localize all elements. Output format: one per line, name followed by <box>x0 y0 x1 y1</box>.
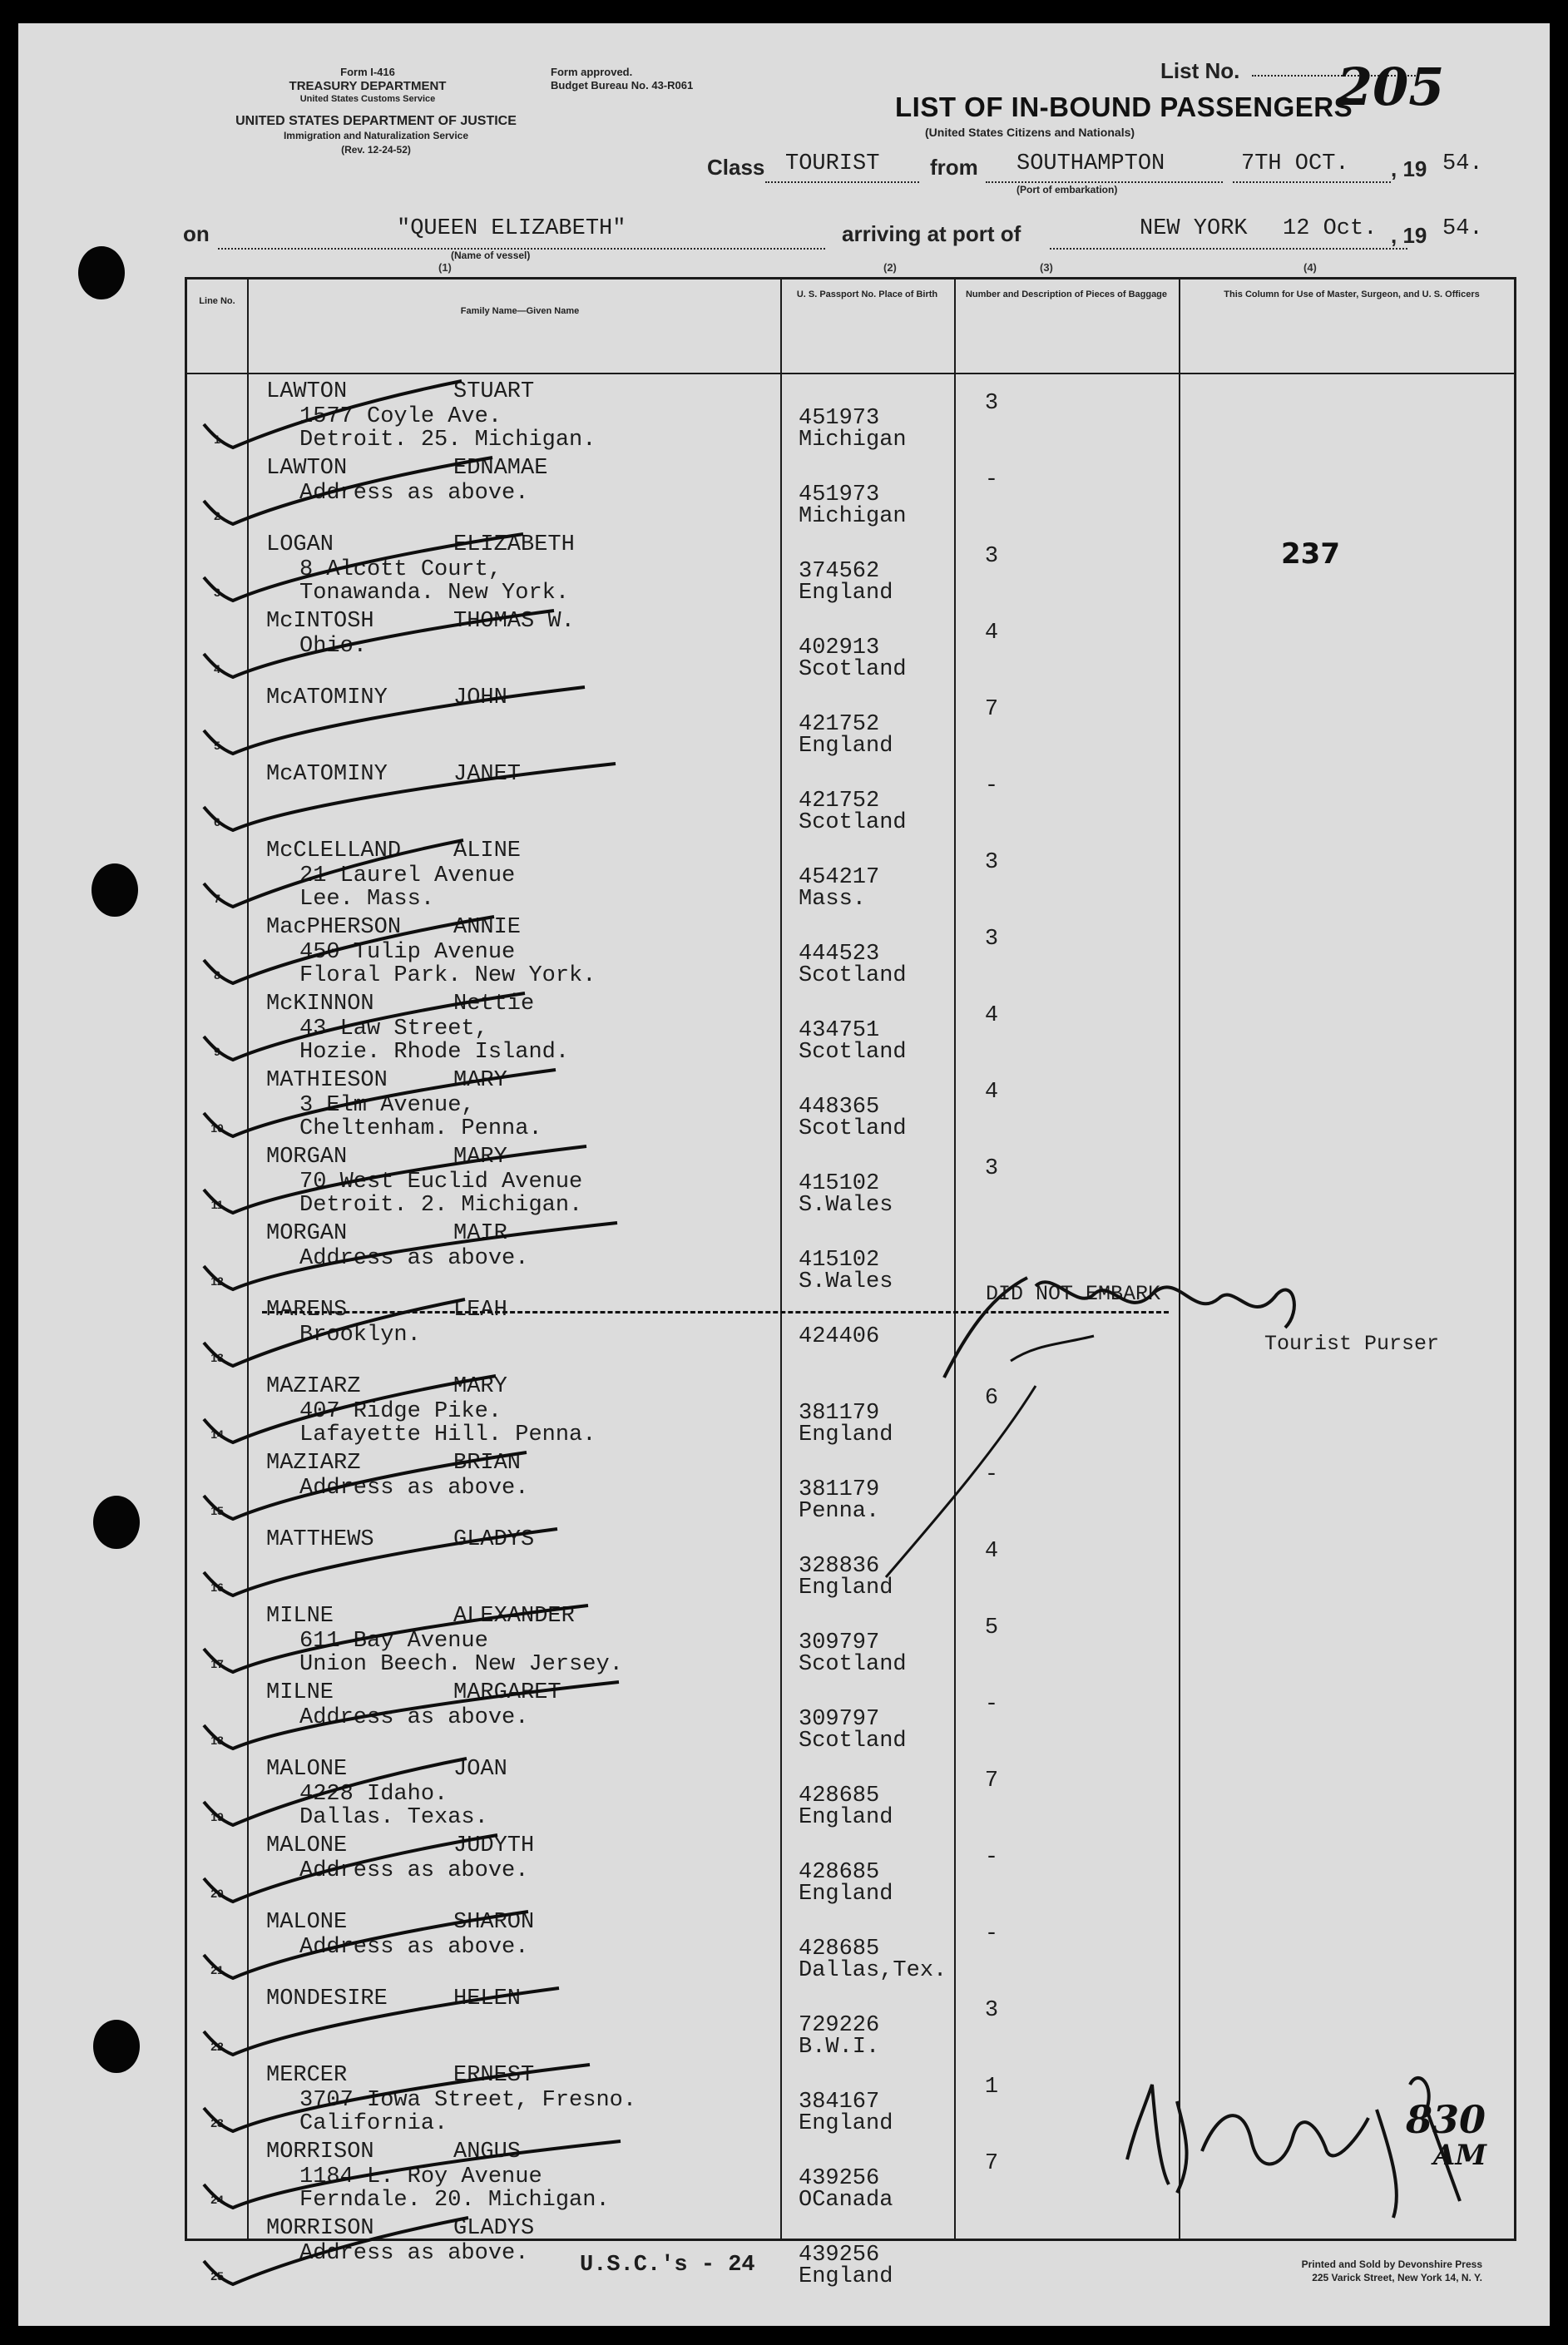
line-number: 13 <box>210 1351 224 1364</box>
passport-number: 428685 <box>799 1783 880 1808</box>
passport-number: 451973 <box>799 482 880 507</box>
address-line-1: 1184 L. Roy Avenue <box>299 2164 542 2189</box>
line-number: 20 <box>210 1887 224 1900</box>
officer-note-237: 237 <box>1281 537 1340 571</box>
table-row <box>187 1140 1514 1216</box>
table-row <box>187 757 1514 834</box>
line-number: 1 <box>214 433 220 446</box>
punch-hole <box>92 863 138 917</box>
given-name: ALINE <box>453 839 522 863</box>
immigration-service: Immigration and Naturalization Service <box>283 130 469 141</box>
col-passport-header: U. S. Passport No. Place of Birth <box>796 289 938 299</box>
baggage-count: 3 <box>984 850 999 875</box>
vessel-name: "QUEEN ELIZABETH" <box>397 216 626 241</box>
table-row <box>187 680 1514 757</box>
family-name: MALONE <box>266 1757 348 1782</box>
revision-date: (Rev. 12-24-52) <box>341 144 411 156</box>
officer-am: AM <box>1433 2139 1487 2172</box>
given-name: ERNEST <box>453 2063 535 2088</box>
family-name: MONDESIRE <box>266 1986 388 2011</box>
form-approved: Form approved. <box>551 66 633 78</box>
departure-year: 54. <box>1442 151 1483 176</box>
passport-number: 381179 <box>799 1401 880 1426</box>
family-name: MATTHEWS <box>266 1527 374 1552</box>
baggage-count: 7 <box>984 2151 999 2176</box>
baggage-count: 4 <box>984 621 999 646</box>
given-name: ALEXANDER <box>453 1604 575 1629</box>
family-name: LAWTON <box>266 379 348 404</box>
passport-number: 428685 <box>799 1860 880 1885</box>
baggage-count: - <box>984 1845 999 1870</box>
address-line-1: Address as above. <box>299 1935 529 1960</box>
place-of-birth: England <box>799 1882 893 1907</box>
baggage-count: 3 <box>984 1998 999 2023</box>
line-number: 19 <box>210 1810 224 1823</box>
place-of-birth: England <box>799 734 893 759</box>
punch-hole <box>93 1496 140 1549</box>
address-line-2: Detroit. 2. Michigan. <box>299 1193 583 1218</box>
class-value: TOURIST <box>785 151 880 176</box>
arrival-year: 54. <box>1442 216 1483 241</box>
line-number: 2 <box>214 509 220 522</box>
line-number: 10 <box>210 1121 224 1135</box>
given-name: JUDYTH <box>453 1833 535 1858</box>
place-of-birth: England <box>799 1576 893 1600</box>
table-row <box>187 604 1514 680</box>
baggage-count: 5 <box>984 1615 999 1640</box>
address-line-1: 407 Ridge Pike. <box>299 1399 502 1424</box>
family-name: McATOMINY <box>266 685 388 710</box>
line-number: 23 <box>210 2116 224 2130</box>
baggage-count: 7 <box>984 1769 999 1793</box>
list-number: 205 <box>1337 57 1445 117</box>
given-name: JOHN <box>453 685 507 710</box>
given-name: EDNAMAE <box>453 456 548 481</box>
passport-number: 434751 <box>799 1018 880 1043</box>
printer-line-1: Printed and Sold by Devonshire Press <box>1301 2258 1482 2270</box>
passport-number: 402913 <box>799 636 880 660</box>
family-name: LOGAN <box>266 532 334 557</box>
baggage-count: 7 <box>984 697 999 722</box>
line-number: 9 <box>214 1045 220 1058</box>
place-of-birth: Michigan <box>799 428 907 453</box>
table-row <box>187 1599 1514 1675</box>
family-name: MORGAN <box>266 1145 348 1170</box>
passport-number: 428685 <box>799 1937 880 1962</box>
given-name: BRIAN <box>453 1451 522 1476</box>
passport-number: 451973 <box>799 406 880 431</box>
address-line-1: Address as above. <box>299 1705 529 1730</box>
passport-number: 328836 <box>799 1554 880 1579</box>
given-name: GLADYS <box>453 2216 535 2241</box>
table-row <box>187 1369 1514 1446</box>
address-line-2: Hozie. Rhode Island. <box>299 1040 570 1065</box>
arrival-year-prefix: , 19 <box>1391 223 1427 248</box>
family-name: MATHIESON <box>266 1068 388 1093</box>
table-row <box>187 451 1514 527</box>
line-number: 6 <box>214 815 220 829</box>
form-subtitle: (United States Citizens and Nationals) <box>925 126 1135 139</box>
col-name-header: Family Name—Given Name <box>460 306 580 316</box>
address-line-1: 21 Laurel Avenue <box>299 863 516 888</box>
address-line-1: 1577 Coyle Ave. <box>299 404 502 429</box>
family-name: MAZIARZ <box>266 1374 361 1399</box>
baggage-count: 3 <box>984 927 999 952</box>
family-name: MacPHERSON <box>266 915 402 940</box>
family-name: MILNE <box>266 1604 334 1629</box>
passport-number: 444523 <box>799 942 880 967</box>
place-of-birth: Penna. <box>799 1499 880 1524</box>
passport-number: 454217 <box>799 865 880 890</box>
family-name: MERCER <box>266 2063 348 2088</box>
address-line-2: Union Beech. New Jersey. <box>299 1652 623 1677</box>
given-name: MARY <box>453 1068 507 1093</box>
line-number: 11 <box>210 1198 224 1211</box>
place-of-birth: England <box>799 2111 893 2136</box>
place-of-birth: S.Wales <box>799 1269 893 1294</box>
given-name: JOAN <box>453 1757 507 1782</box>
given-name: MARY <box>453 1145 507 1170</box>
given-name: MAIR <box>453 1221 507 1246</box>
family-name: McCLELLAND <box>266 839 402 863</box>
line-number: 14 <box>210 1427 224 1441</box>
family-name: MORRISON <box>266 2140 374 2164</box>
department-of-justice: UNITED STATES DEPARTMENT OF JUSTICE <box>235 114 517 128</box>
baggage-count: - <box>984 1692 999 1717</box>
table-row <box>187 1522 1514 1599</box>
family-name: MORRISON <box>266 2216 374 2241</box>
baggage-count: 1 <box>984 2075 999 2100</box>
departure-date: 7TH OCT. <box>1241 151 1349 176</box>
address-line-1: 70 West Euclid Avenue <box>299 1170 583 1195</box>
place-of-birth: Scotland <box>799 1040 907 1065</box>
form-title: LIST OF IN-BOUND PASSENGERS <box>895 92 1353 122</box>
address-line-2: Lafayette Hill. Penna. <box>299 1422 596 1447</box>
col-baggage-header: Number and Description of Pieces of Baggage <box>965 289 1168 299</box>
given-name: HELEN <box>453 1986 522 2011</box>
address-line-2: Ferndale. 20. Michigan. <box>299 2188 610 2213</box>
line-number: 8 <box>214 968 220 982</box>
given-name: JANET <box>453 762 522 787</box>
passport-number: 439256 <box>799 2243 880 2268</box>
given-name: ELIZABETH <box>453 532 575 557</box>
address-line-2: Lee. Mass. <box>299 887 435 912</box>
table-row <box>187 910 1514 987</box>
address-line-1: Ohio. <box>299 634 368 659</box>
line-number: 17 <box>210 1657 224 1670</box>
table-row <box>187 1293 1514 1369</box>
address-line-1: 8 Alcott Court, <box>299 557 502 582</box>
strike-line-icon <box>869 1378 1052 1586</box>
table-row <box>187 1675 1514 1752</box>
given-name: MARGARET <box>453 1680 561 1705</box>
table-row <box>187 987 1514 1063</box>
address-line-2: Floral Park. New York. <box>299 963 596 988</box>
table-row <box>187 1828 1514 1905</box>
place-of-birth: England <box>799 1422 893 1447</box>
passport-number: 439256 <box>799 2166 880 2191</box>
baggage-count: - <box>984 468 999 492</box>
line-number: 4 <box>214 662 220 675</box>
table-row <box>187 1905 1514 1981</box>
passport-number: 729226 <box>799 2013 880 2038</box>
vessel-caption: (Name of vessel) <box>451 250 531 261</box>
table-row <box>187 374 1514 451</box>
family-name: MALONE <box>266 1910 348 1935</box>
table-row <box>187 1446 1514 1522</box>
document-page <box>18 23 1550 2326</box>
family-name: MORGAN <box>266 1221 348 1246</box>
address-line-2: California. <box>299 2111 448 2136</box>
address-line-1: 450 Tulip Avenue <box>299 940 516 965</box>
passport-number: 424406 <box>799 1324 880 1349</box>
place-of-birth: B.W.I. <box>799 2035 880 2060</box>
departure-year-prefix: , 19 <box>1391 156 1427 181</box>
given-name: GLADYS <box>453 1527 535 1552</box>
baggage-count: 3 <box>984 391 999 416</box>
family-name: McINTOSH <box>266 609 374 634</box>
passport-number: 415102 <box>799 1171 880 1196</box>
table-row <box>187 834 1514 910</box>
baggage-count: 3 <box>984 1156 999 1181</box>
given-name: LEAH <box>453 1298 507 1323</box>
address-line-1: 3707 Iowa Street, Fresno. <box>299 2088 637 2113</box>
tourist-purser: Tourist Purser <box>1264 1332 1440 1356</box>
place-of-birth: Dallas,Tex. <box>799 1958 947 1983</box>
from-label: from <box>930 155 978 180</box>
usc-count: U.S.C.'s - 24 <box>580 2253 755 2278</box>
given-name: ANNIE <box>453 915 522 940</box>
given-name: THOMAS W. <box>453 609 575 634</box>
officer-time: 830 <box>1406 2097 1486 2142</box>
col3-number: (3) <box>1040 261 1053 274</box>
family-name: MAZIARZ <box>266 1451 361 1476</box>
family-name: LAWTON <box>266 456 348 481</box>
col4-number: (4) <box>1303 261 1317 274</box>
line-number: 22 <box>210 2040 224 2053</box>
passport-number: 448365 <box>799 1095 880 1120</box>
place-of-birth: England <box>799 1805 893 1830</box>
passport-number: 421752 <box>799 712 880 737</box>
place-of-birth: England <box>799 2264 893 2289</box>
place-of-birth: Scotland <box>799 1652 907 1677</box>
given-name: STUART <box>453 379 535 404</box>
line-number: 12 <box>210 1274 224 1288</box>
family-name: MALONE <box>266 1833 348 1858</box>
passport-number: 381179 <box>799 1477 880 1502</box>
address-line-1: Address as above. <box>299 2241 529 2266</box>
baggage-count: - <box>984 774 999 799</box>
line-number: 24 <box>210 2193 224 2206</box>
customs-service: United States Customs Service <box>299 94 436 104</box>
baggage-count: 3 <box>984 544 999 569</box>
line-number: 5 <box>214 739 220 752</box>
place-of-birth: England <box>799 581 893 606</box>
arrival-date: 12 Oct. <box>1283 216 1378 241</box>
address-line-1: Address as above. <box>299 1476 529 1501</box>
line-number: 18 <box>210 1734 224 1747</box>
given-name: MARY <box>453 1374 507 1399</box>
budget-bureau: Budget Bureau No. 43-R061 <box>551 79 694 92</box>
passport-number: 421752 <box>799 789 880 814</box>
arriving-label: arriving at port of <box>842 221 1021 246</box>
address-line-1: 43 Law Street, <box>299 1017 488 1041</box>
table-row <box>187 1752 1514 1828</box>
address-line-1: Brooklyn. <box>299 1323 421 1348</box>
passport-number: 374562 <box>799 559 880 584</box>
place-of-birth: Scotland <box>799 963 907 988</box>
purser-signature-icon <box>936 1261 1310 1386</box>
col-officers-header: This Column for Use of Master, Surgeon, and U. S. Officers <box>1224 289 1480 299</box>
line-number: 16 <box>210 1581 224 1594</box>
passport-number: 309797 <box>799 1707 880 1732</box>
address-line-1: 3 Elm Avenue, <box>299 1093 475 1118</box>
address-line-1: 4228 Idaho. <box>299 1782 448 1807</box>
line-number: 7 <box>214 892 220 905</box>
family-name: McKINNON <box>266 992 374 1017</box>
address-line-1: Address as above. <box>299 1858 529 1883</box>
place-of-birth: Scotland <box>799 1729 907 1754</box>
baggage-count: 4 <box>984 1003 999 1028</box>
class-label: Class <box>707 155 765 180</box>
address-line-2: Tonawanda. New York. <box>299 581 570 606</box>
address-line-1: Address as above. <box>299 481 529 506</box>
col1-number: (1) <box>438 261 452 274</box>
on-label: on <box>183 221 210 246</box>
punch-hole <box>78 246 125 299</box>
place-of-birth: OCanada <box>799 2188 893 2213</box>
family-name: McATOMINY <box>266 762 388 787</box>
line-number: 21 <box>210 1963 224 1976</box>
baggage-count: - <box>984 1462 999 1487</box>
list-no-label: List No. <box>1160 58 1240 83</box>
col-line-header: Line No. <box>199 296 235 306</box>
line-number: 15 <box>210 1504 224 1517</box>
address-line-2: Detroit. 25. Michigan. <box>299 428 596 453</box>
place-of-birth: Scotland <box>799 657 907 682</box>
baggage-count: 4 <box>984 1080 999 1105</box>
did-not-embark: DID NOT EMBARK <box>986 1282 1161 1306</box>
passport-number: 415102 <box>799 1248 880 1273</box>
line-number: 25 <box>210 2269 224 2283</box>
address-line-1: 611 Bay Avenue <box>299 1629 488 1654</box>
given-name: ANGUS <box>453 2140 522 2164</box>
family-name: MARENS <box>266 1298 348 1323</box>
passport-number: 384167 <box>799 2090 880 2115</box>
baggage-count: 4 <box>984 1539 999 1564</box>
address-line-1: Address as above. <box>299 1246 529 1271</box>
address-line-2: Cheltenham. Penna. <box>299 1116 542 1141</box>
table-row <box>187 1063 1514 1140</box>
family-name: MILNE <box>266 1680 334 1705</box>
place-of-birth: Michigan <box>799 504 907 529</box>
given-name: Nettie <box>453 992 535 1017</box>
place-of-birth: Scotland <box>799 810 907 835</box>
place-of-birth: S.Wales <box>799 1193 893 1218</box>
place-of-birth: Mass. <box>799 887 867 912</box>
place-of-birth: Scotland <box>799 1116 907 1141</box>
address-line-2: Dallas. Texas. <box>299 1805 488 1830</box>
passport-number: 309797 <box>799 1630 880 1655</box>
given-name: SHARON <box>453 1910 535 1935</box>
baggage-count: - <box>984 1922 999 1947</box>
form-number: Form I-416 <box>340 66 395 78</box>
line-number: 3 <box>214 586 220 599</box>
baggage-count: 6 <box>984 1386 999 1411</box>
embarkation-caption: (Port of embarkation) <box>1016 184 1118 195</box>
col2-number: (2) <box>883 261 897 274</box>
punch-hole <box>93 2020 140 2073</box>
treasury-department: TREASURY DEPARTMENT <box>289 79 447 93</box>
table-row <box>187 1216 1514 1293</box>
printer-line-2: 225 Varick Street, New York 14, N. Y. <box>1312 2272 1482 2283</box>
arrival-port: NEW YORK <box>1140 216 1248 241</box>
embarkation-port: SOUTHAMPTON <box>1016 151 1165 176</box>
